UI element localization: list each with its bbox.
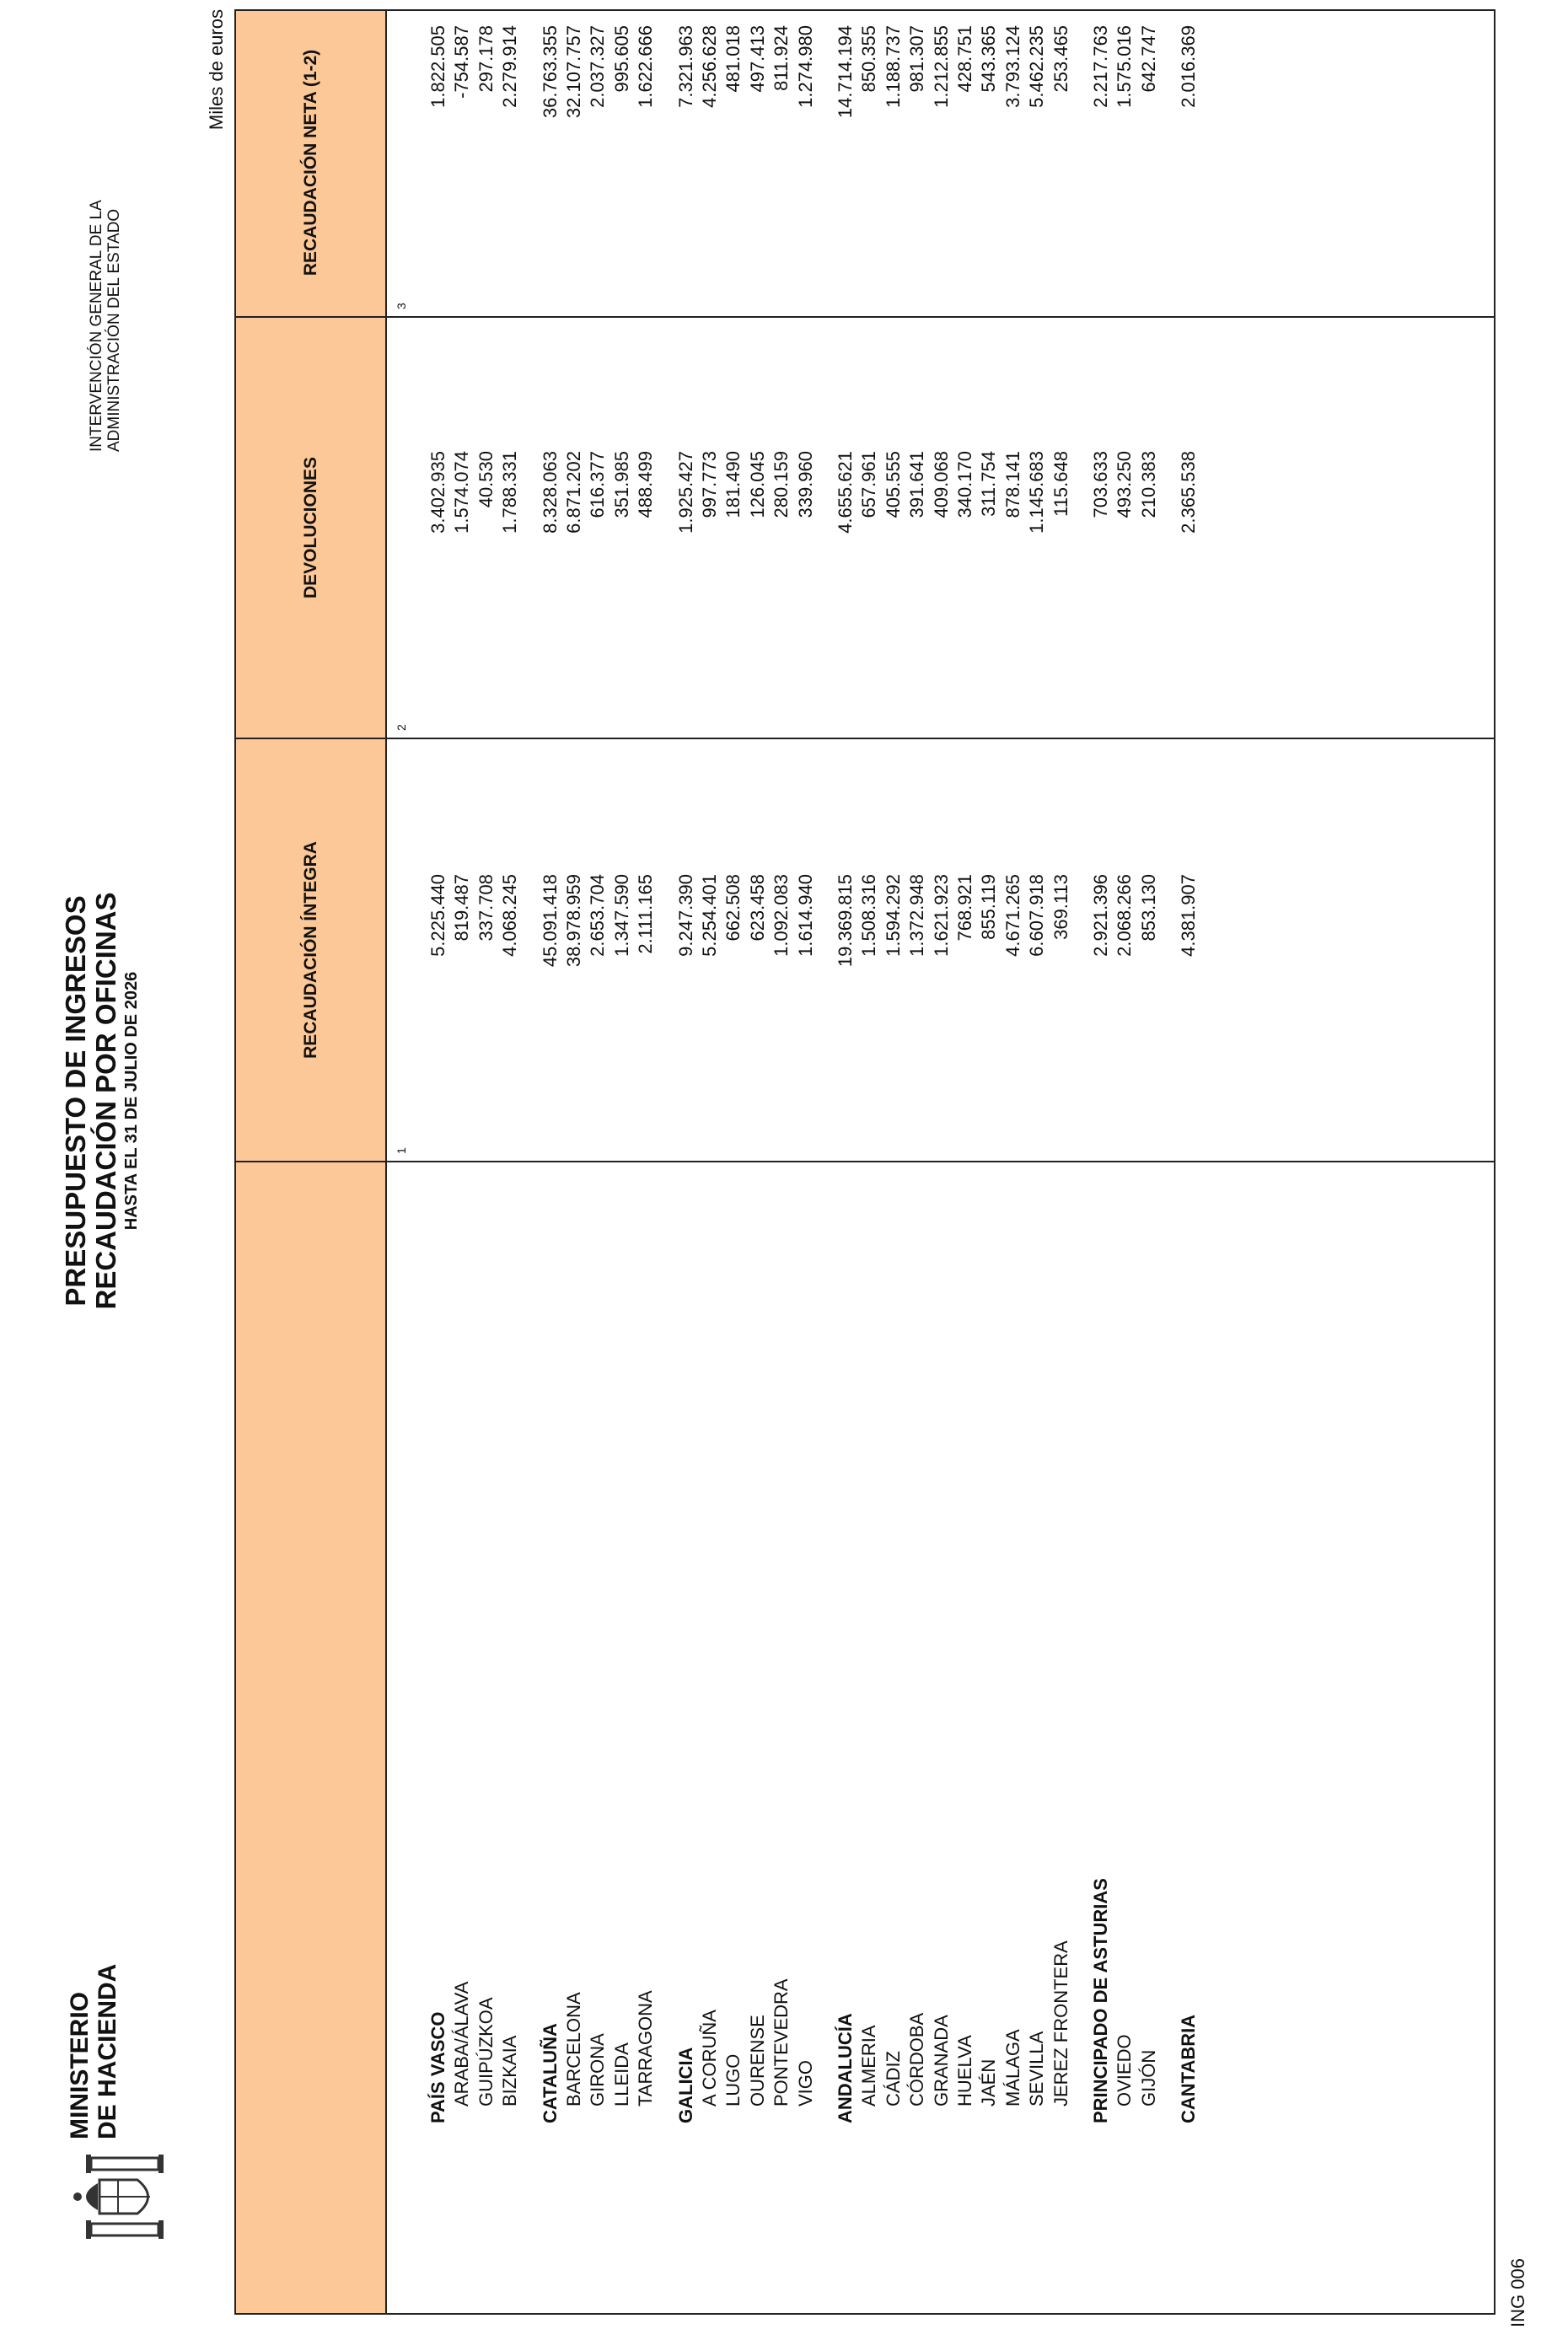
- table-group-row: [427, 11, 450, 2313]
- devoluciones-value: 6.871.202: [563, 451, 584, 534]
- recaudacion-integra-value: 1.092.083: [771, 874, 792, 957]
- recaudacion-neta-value: -754.587: [451, 25, 473, 99]
- table-row: [770, 11, 793, 2313]
- office-name: SEVILLA: [1026, 2031, 1048, 2107]
- office-name: ARABA/ÁLAVA: [451, 1981, 473, 2107]
- office-name: CÓRDOBA: [906, 2012, 928, 2107]
- devoluciones-value: 210.383: [1137, 451, 1159, 518]
- table-row: [634, 11, 658, 2313]
- table-row: [498, 11, 522, 2313]
- devoluciones-value: 1.145.683: [1026, 451, 1048, 534]
- title-line-2: RECAUDACIÓN POR OFICINAS: [90, 892, 121, 1310]
- column-number: 2: [395, 724, 408, 731]
- devoluciones-value: 1.925.427: [674, 451, 696, 534]
- office-name: CATALUÑA: [539, 2023, 561, 2123]
- office-name: PAÍS VASCO: [427, 2011, 448, 2123]
- recaudacion-neta-value: 995.605: [610, 25, 632, 93]
- recaudacion-neta-value: 428.751: [954, 25, 975, 93]
- recaudacion-neta-value: 811.924: [771, 25, 792, 91]
- recaudacion-integra-value: 1.347.590: [610, 874, 632, 957]
- office-name: JAÉN: [978, 2058, 1000, 2107]
- recaudacion-neta-value: 981.307: [906, 25, 928, 93]
- devoluciones-value: 2.365.538: [1178, 451, 1200, 534]
- recaudacion-integra-value: 2.921.396: [1090, 874, 1111, 957]
- devoluciones-value: 280.159: [771, 451, 792, 518]
- table-row: [1113, 11, 1136, 2313]
- recaudacion-neta-value: 481.018: [722, 25, 744, 93]
- recaudacion-integra-value: 662.508: [722, 874, 744, 942]
- recaudacion-integra-value: 1.594.292: [882, 874, 904, 957]
- office-name: GUIPÚZKOA: [475, 1997, 497, 2107]
- office-name: PONTEVEDRA: [771, 1978, 792, 2107]
- recaudacion-integra-value: 19.369.815: [835, 874, 856, 968]
- devoluciones-value: 4.655.621: [835, 451, 856, 534]
- devoluciones-value: 493.250: [1114, 451, 1136, 518]
- office-name: CANTABRIA: [1178, 2014, 1200, 2123]
- devoluciones-value: 311.754: [978, 451, 1000, 517]
- office-name: HUELVA: [954, 2035, 975, 2107]
- devoluciones-value: 40.530: [475, 451, 497, 508]
- office-name: ALMERIA: [858, 2025, 880, 2107]
- recaudacion-integra-value: 1.614.940: [794, 874, 816, 957]
- table-row: [586, 11, 609, 2313]
- recaudacion-neta-value: 1.274.980: [794, 25, 816, 108]
- devoluciones-value: 126.045: [746, 451, 768, 518]
- recaudacion-integra-value: 4.068.245: [499, 874, 521, 957]
- column-header-neta: RECAUDACIÓN NETA (1-2): [300, 49, 320, 276]
- office-name: BARCELONA: [563, 1992, 584, 2107]
- devoluciones-value: 409.068: [930, 451, 952, 518]
- recaudacion-integra-value: 623.458: [746, 874, 768, 942]
- office-name: CÁDIZ: [882, 2051, 904, 2107]
- devoluciones-value: 340.170: [954, 451, 975, 518]
- recaudacion-integra-value: 6.607.918: [1026, 874, 1048, 957]
- devoluciones-value: 616.377: [587, 451, 609, 518]
- devoluciones-value: 405.555: [882, 451, 904, 518]
- recaudacion-integra-value: 337.708: [475, 874, 497, 942]
- recaudacion-neta-value: 2.279.914: [499, 25, 521, 108]
- devoluciones-value: 1.788.331: [499, 451, 521, 534]
- devoluciones-value: 657.961: [858, 451, 880, 518]
- table-row: [977, 11, 1001, 2313]
- recaudacion-integra-value: 2.068.266: [1114, 874, 1136, 957]
- table-row: [1025, 11, 1049, 2313]
- recaudacion-neta-value: 497.413: [746, 25, 768, 93]
- recaudacion-neta-value: 297.178: [475, 25, 497, 93]
- recaudacion-integra-value: 4.671.265: [1001, 874, 1023, 957]
- table-row: [450, 11, 474, 2313]
- column-number: 3: [395, 303, 408, 309]
- recaudacion-integra-value: 2.653.704: [587, 874, 609, 957]
- revenue-table: [234, 9, 1496, 2315]
- office-name: MÁLAGA: [1001, 2029, 1023, 2107]
- table-row: [930, 11, 953, 2313]
- recaudacion-neta-value: 36.763.355: [539, 25, 561, 119]
- devoluciones-value: 351.985: [610, 451, 632, 518]
- office-name: TARRAGONA: [635, 1990, 657, 2107]
- ministry-line-1: MINISTERIO: [66, 1991, 94, 2139]
- coat-of-arms-icon: [66, 2155, 167, 2239]
- agency-header: [88, 200, 123, 452]
- recaudacion-neta-value: 850.355: [858, 25, 880, 93]
- devoluciones-value: 8.328.063: [539, 451, 561, 534]
- office-name: VIGO: [794, 2059, 816, 2107]
- recaudacion-neta-value: 2.217.763: [1090, 25, 1111, 108]
- recaudacion-integra-value: 5.225.440: [427, 874, 448, 957]
- recaudacion-integra-value: 4.381.907: [1178, 874, 1200, 957]
- table-row: [698, 11, 722, 2313]
- report-title: [61, 806, 142, 1396]
- devoluciones-value: 115.648: [1050, 451, 1071, 517]
- table-row: [475, 11, 498, 2313]
- devoluciones-value: 997.773: [699, 451, 720, 518]
- table-group-row: [674, 11, 698, 2313]
- recaudacion-neta-value: 1.822.505: [427, 25, 448, 108]
- table-row: [1001, 11, 1025, 2313]
- form-code: ING 006: [1507, 2258, 1528, 2327]
- devoluciones-value: 878.141: [1001, 451, 1023, 518]
- office-name: GIJÓN: [1137, 2049, 1159, 2107]
- recaudacion-integra-value: 1.621.923: [930, 874, 952, 957]
- table-row: [794, 11, 818, 2313]
- table-row: [1137, 11, 1161, 2313]
- column-header-devoluciones: DEVOLUCIONES: [300, 456, 320, 599]
- devoluciones-value: 1.574.074: [451, 451, 473, 534]
- office-name: GRANADA: [930, 2015, 952, 2107]
- recaudacion-integra-value: 1.372.948: [906, 874, 928, 957]
- recaudacion-neta-value: 1.212.855: [930, 25, 952, 108]
- recaudacion-neta-value: 2.016.369: [1178, 25, 1200, 108]
- office-name: GIRONA: [587, 2033, 609, 2107]
- table-row: [722, 11, 745, 2313]
- office-name: ANDALUCÍA: [835, 2013, 856, 2123]
- office-name: OVIEDO: [1114, 2034, 1136, 2107]
- agency-line-2: ADMINISTRACIÓN DEL ESTADO: [105, 208, 123, 452]
- ministry-name: [66, 1964, 121, 2139]
- devoluciones-value: 703.633: [1090, 451, 1111, 518]
- ministry-line-2: DE HACIENDA: [94, 1963, 121, 2139]
- title-date: HASTA EL 31 DE JULIO DE 2026: [122, 971, 141, 1231]
- devoluciones-value: 391.641: [906, 451, 928, 518]
- table-row: [746, 11, 770, 2313]
- title-line-1: PRESUPUESTO DE INGRESOS: [60, 895, 91, 1307]
- devoluciones-value: 181.490: [722, 451, 744, 518]
- devoluciones-value: 488.499: [635, 451, 657, 518]
- recaudacion-integra-value: 5.254.401: [699, 874, 720, 957]
- agency-line-1: INTERVENCIÓN GENERAL DE LA: [88, 200, 105, 452]
- recaudacion-neta-value: 14.714.194: [835, 25, 856, 119]
- office-name: BIZKAIA: [499, 2035, 521, 2107]
- recaudacion-neta-value: 3.793.124: [1001, 25, 1023, 108]
- recaudacion-neta-value: 4.256.628: [699, 25, 720, 108]
- recaudacion-neta-value: 32.107.757: [563, 25, 584, 119]
- recaudacion-integra-value: 369.113: [1050, 874, 1071, 940]
- column-number: 1: [395, 1147, 408, 1154]
- devoluciones-value: 3.402.935: [427, 451, 448, 534]
- column-header-integra: RECAUDACIÓN ÍNTEGRA: [300, 841, 320, 1059]
- recaudacion-integra-value: 853.130: [1137, 874, 1159, 942]
- recaudacion-integra-value: 38.978.959: [563, 874, 584, 968]
- recaudacion-neta-value: 2.037.327: [587, 25, 609, 108]
- table-row: [882, 11, 905, 2313]
- office-name: A CORUÑA: [699, 2010, 720, 2107]
- office-name: LLEIDA: [610, 2042, 632, 2107]
- recaudacion-neta-value: 642.747: [1137, 25, 1159, 93]
- office-name: JEREZ FRONTERA: [1050, 1940, 1071, 2107]
- table-row: [905, 11, 929, 2313]
- recaudacion-neta-value: 253.465: [1050, 25, 1071, 93]
- office-name: PRINCIPADO DE ASTURIAS: [1090, 1878, 1111, 2123]
- recaudacion-neta-value: 1.575.016: [1114, 25, 1136, 108]
- recaudacion-neta-value: 1.188.737: [882, 25, 904, 108]
- table-row: [857, 11, 881, 2313]
- recaudacion-integra-value: 1.508.316: [858, 874, 880, 957]
- devoluciones-value: 339.960: [794, 451, 816, 518]
- recaudacion-integra-value: 819.487: [451, 874, 473, 942]
- table-group-row: [1089, 11, 1113, 2313]
- recaudacion-neta-value: 543.365: [978, 25, 1000, 93]
- recaudacion-integra-value: 2.111.165: [635, 874, 657, 954]
- recaudacion-integra-value: 45.091.418: [539, 874, 561, 968]
- recaudacion-neta-value: 7.321.963: [674, 25, 696, 108]
- office-name: GALICIA: [674, 2047, 696, 2123]
- table-row: [562, 11, 586, 2313]
- table-group-row: [834, 11, 857, 2313]
- table-row: [610, 11, 634, 2313]
- office-name: LUGO: [722, 2053, 744, 2107]
- recaudacion-integra-value: 855.119: [978, 874, 1000, 940]
- table-group-row: [539, 11, 562, 2313]
- recaudacion-neta-value: 5.462.235: [1026, 25, 1048, 108]
- recaudacion-integra-value: 9.247.390: [674, 874, 696, 957]
- recaudacion-integra-value: 768.921: [954, 874, 975, 942]
- units-label: Miles de euros: [206, 9, 227, 131]
- table-group-row: [1177, 11, 1200, 2313]
- office-name: OURENSE: [746, 2015, 768, 2107]
- recaudacion-neta-value: 1.622.666: [635, 25, 657, 108]
- table-row: [953, 11, 977, 2313]
- table-row: [1050, 11, 1073, 2313]
